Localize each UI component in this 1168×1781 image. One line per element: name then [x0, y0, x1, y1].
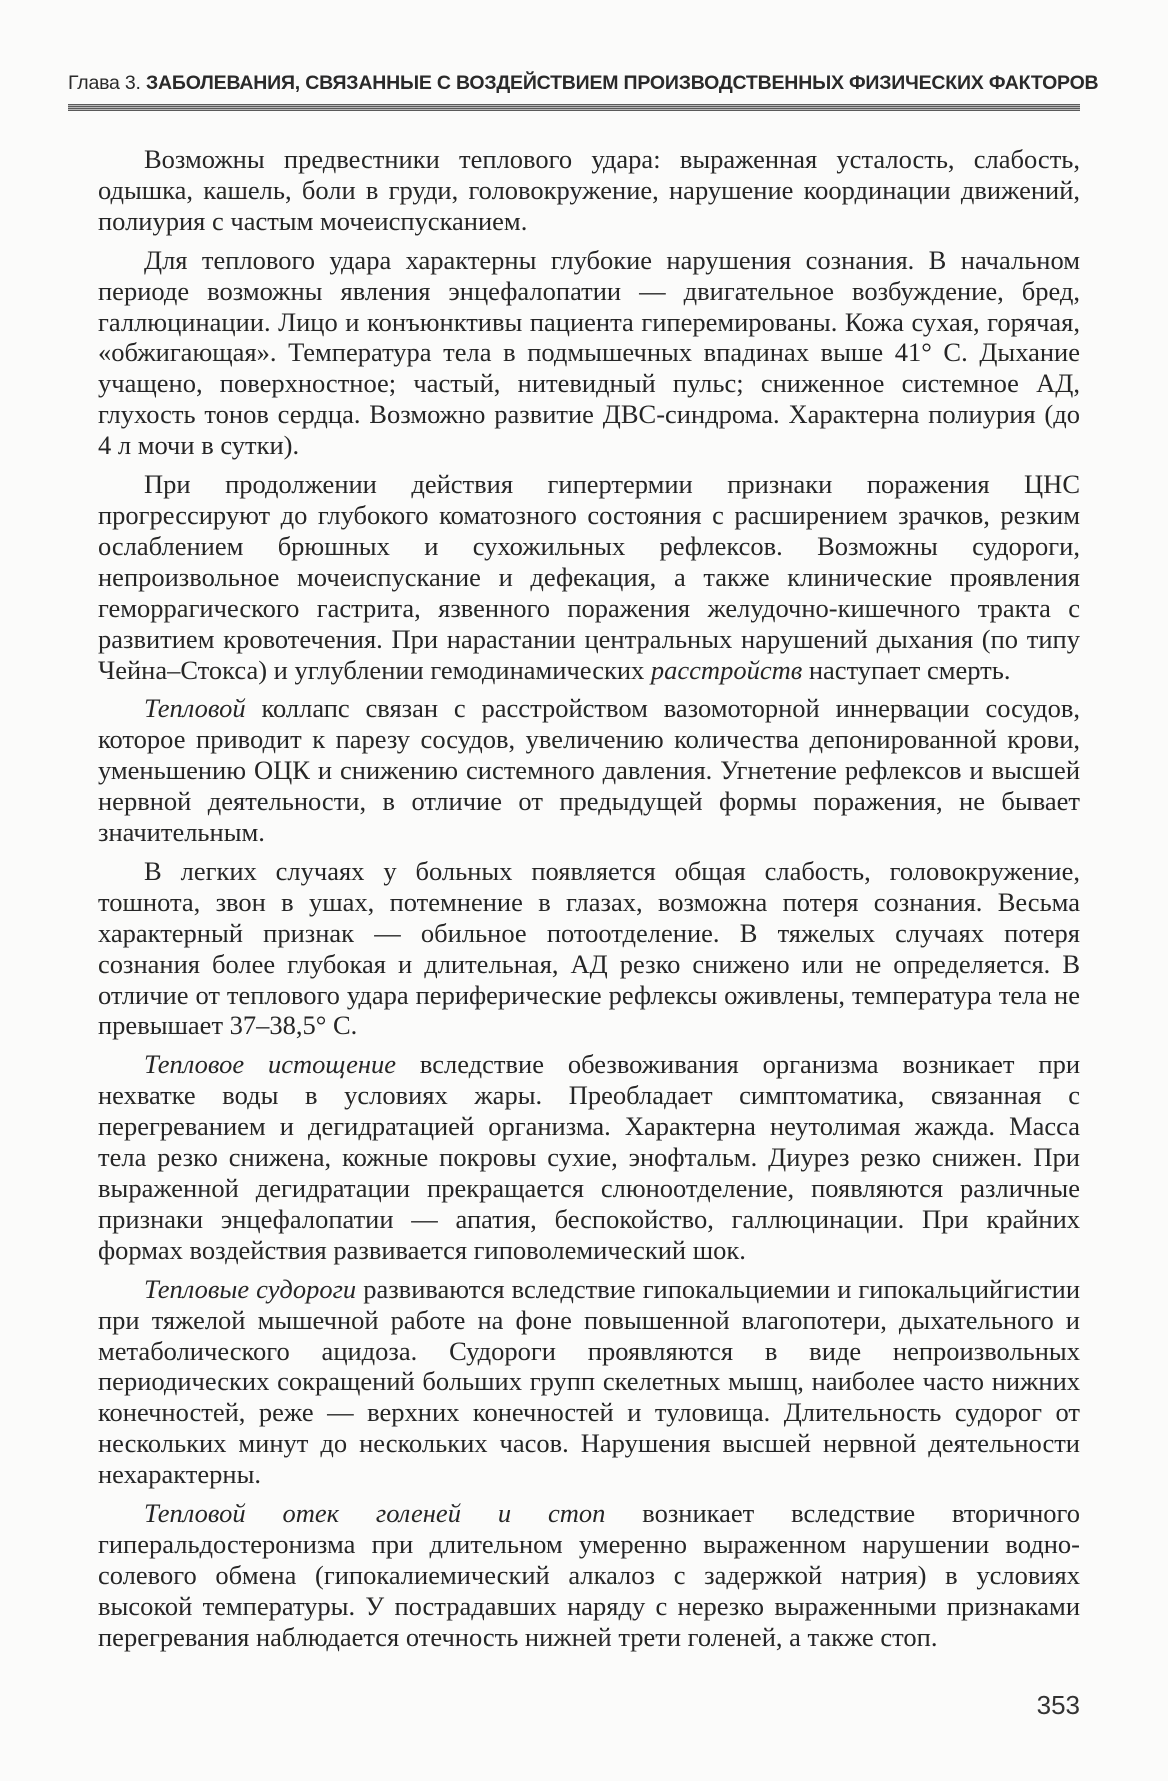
page-number: 353 — [1036, 1690, 1080, 1720]
paragraph-text: При продолжении действия гипертермии признаки поражения ЦНС прогрессируют до глубокого коматозного состояния с расширением зрачков, резким ослаблением брюшных и сухожильных рефлексов. Возможны судороги, непроизвольное мочеиспускание и дефекация, а также клинические проявления геморрагического гастрита, язвенного поражения желудочно-кишечного тракта с развитием кровотечения. При нарастании центральных нарушений дыхания (по типу Чейна–Стокса) и углублении гемодинамических — [98, 469, 1080, 685]
paragraph-text: В легких случаях у больных появляется общая слабость, головокружение, тошнота, звон в ушах, потемнение в глазах, возможна потеря сознания. Весьма характерный признак — обильное потоотделение. В тяжелых случаях потеря сознания более глубокая и длительная, АД резко снижено или не определяется. В отличие от теплового удара периферические рефлексы оживлены, температура тела не превышает 37–38,5° С. — [98, 855, 1080, 1041]
header-rule — [68, 104, 1080, 111]
paragraph-heat-cramps — [98, 1274, 1080, 1490]
paragraph-text-end: наступает смерть. — [808, 654, 1011, 685]
running-header — [68, 72, 1099, 95]
paragraph-text: возникает вследствие вторичного гиперальдостеронизма при длительном умеренно выраженном нарушении водно-солевого обмена (гипокалиемический алкалоз с задержкой натрия) в условиях высокой температуры. У пострадавших наряду с нерезко выраженными признаками перегревания наблюдается отечность нижней трети голеней, а также стоп. — [98, 1498, 1081, 1652]
italic-term: Тепловой — [144, 693, 246, 724]
italic-term: Тепловой отек голеней и стоп — [144, 1498, 606, 1529]
body-text — [98, 144, 1080, 1661]
paragraph-cns-progression — [98, 469, 1080, 685]
paragraph-heat-stroke-precursors — [98, 144, 1080, 237]
paragraph-heat-edema — [98, 1498, 1080, 1653]
chapter-label: Глава 3. — [68, 72, 141, 94]
chapter-title: ЗАБОЛЕВАНИЯ, СВЯЗАННЫЕ С ВОЗДЕЙСТВИЕМ ПРОИЗВОДСТВЕННЫХ ФИЗИЧЕСКИХ ФАКТОРОВ — [145, 72, 1099, 94]
italic-term: Тепловые судороги — [144, 1273, 357, 1304]
paragraph-text: Возможны предвестники теплового удара: выраженная усталость, слабость, одышка, кашель, боли в груди, головокружение, нарушение координации движений, полиурия с частым мочеиспусканием. — [98, 144, 1080, 236]
paragraph-text: вследствие обезвоживания организма возникает при нехватке воды в условиях жары. Преобладает симптоматика, связанная с перегреванием и дегидратацией организма. Характерна неутолимая жажда. Масса тела резко снижена, кожные покровы сухие, энофтальм. Диурез резко снижен. При выраженной дегидратации прекращается слюноотделение, появляются различные признаки энцефалопатии — апатия, беспокойство, галлюцинации. При крайних формах воздействия развивается гиповолемический шок. — [98, 1049, 1081, 1265]
paragraph-text: коллапс связан с расстройством вазомоторной иннервации сосудов, которое приводит к парезу сосудов, увеличению количества депонированной крови, уменьшению ОЦК и снижению системного давления. Угнетение рефлексов и высшей нервной деятельности, в отличие от предыдущей формы поражения, не бывает значительным. — [98, 693, 1080, 848]
paragraph-heat-collapse — [98, 693, 1080, 848]
paragraph-text: развиваются вследствие гипокальциемии и гипокальцийгистии при тяжелой мышечной работе на фоне повышенной влагопотери, дыхательного и метаболического ацидоза. Судороги проявляются в виде непроизвольных периодических сокращений больших групп скелетных мышц, наиболее часто нижних конечностей, реже — верхних конечностей и туловища. Длительность судорог от нескольких минут до нескольких часов. Нарушения высшей нервной деятельности нехарактерны. — [98, 1273, 1080, 1490]
paragraph-heat-exhaustion — [98, 1049, 1080, 1265]
paragraph-mild-cases — [98, 856, 1080, 1041]
italic-term: расстройств — [650, 654, 803, 685]
paragraph-heat-stroke-symptoms — [98, 245, 1080, 461]
italic-term: Тепловое истощение — [144, 1049, 396, 1080]
paragraph-text: Для теплового удара характерны глубокие нарушения сознания. В начальном периоде возможны явления энцефалопатии — двигательное возбуждение, бред, галлюцинации. Лицо и конъюнктивы пациента гиперемированы. Кожа сухая, горячая, «обжигающая». Температура тела в подмышечных впадинах выше 41° С. Дыхание учащено, поверхностное; частый, нитевидный пульс; сниженное системное АД, глухость тонов сердца. Возможно развитие ДВС-синдрома. Характерна полиурия (до 4 л мочи в сутки). — [98, 244, 1080, 461]
